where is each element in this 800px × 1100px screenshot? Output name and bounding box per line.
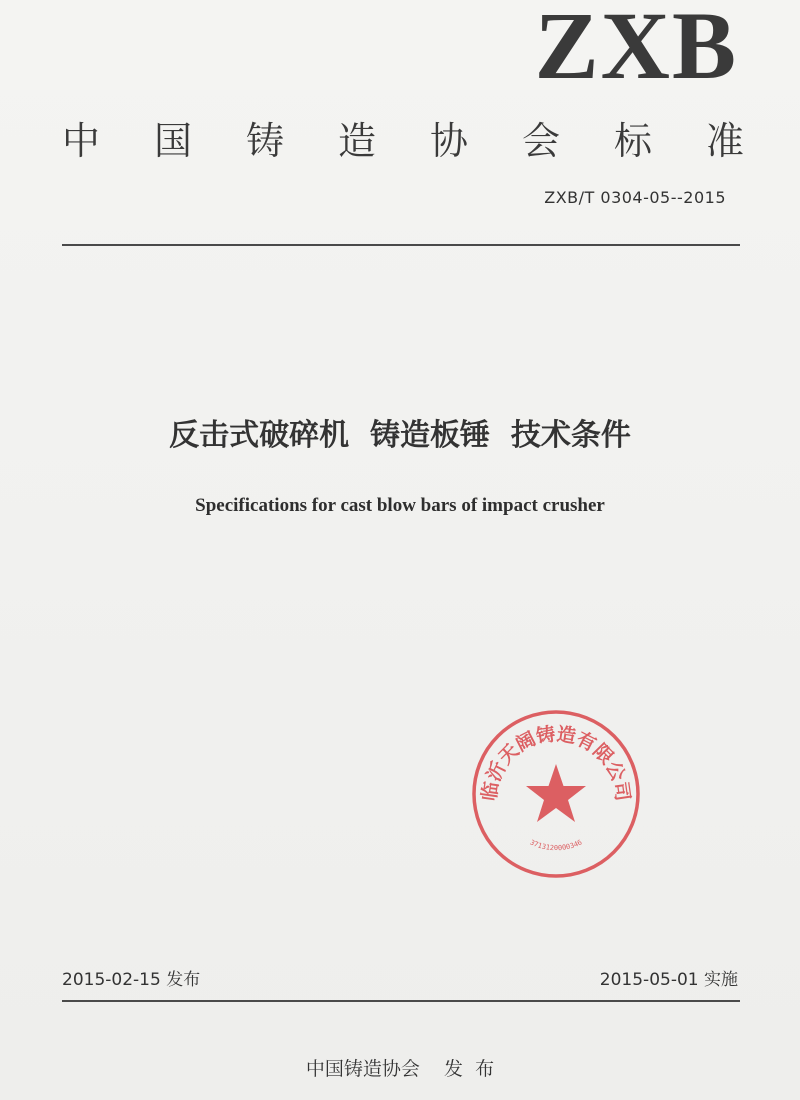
document-title-english: Specifications for cast blow bars of impact crusher xyxy=(195,495,605,516)
standard-number: ZXB/T 0304-05--2015 xyxy=(544,188,726,207)
effective-date: 2015-05-01 实施 xyxy=(599,970,738,990)
seal-company-name: 临沂天阔铸造有限公司 xyxy=(478,723,634,803)
company-seal-stamp xyxy=(468,706,644,882)
bottom-divider xyxy=(62,1000,740,1002)
top-divider xyxy=(62,244,740,246)
seal-star-icon xyxy=(526,764,586,822)
publish-date: 2015-02-15 发布 xyxy=(62,970,201,990)
document-title-chinese: 反击式破碎机 铸造板锤 技术条件 xyxy=(169,418,631,453)
standard-organization-heading: 中国铸造协会标准 xyxy=(62,119,799,163)
issuing-organization: 中国铸造协会 发 布 xyxy=(305,1058,495,1080)
seal-serial-number: 3713120000346 xyxy=(528,838,584,853)
zxb-logo: ZXB xyxy=(534,0,738,99)
